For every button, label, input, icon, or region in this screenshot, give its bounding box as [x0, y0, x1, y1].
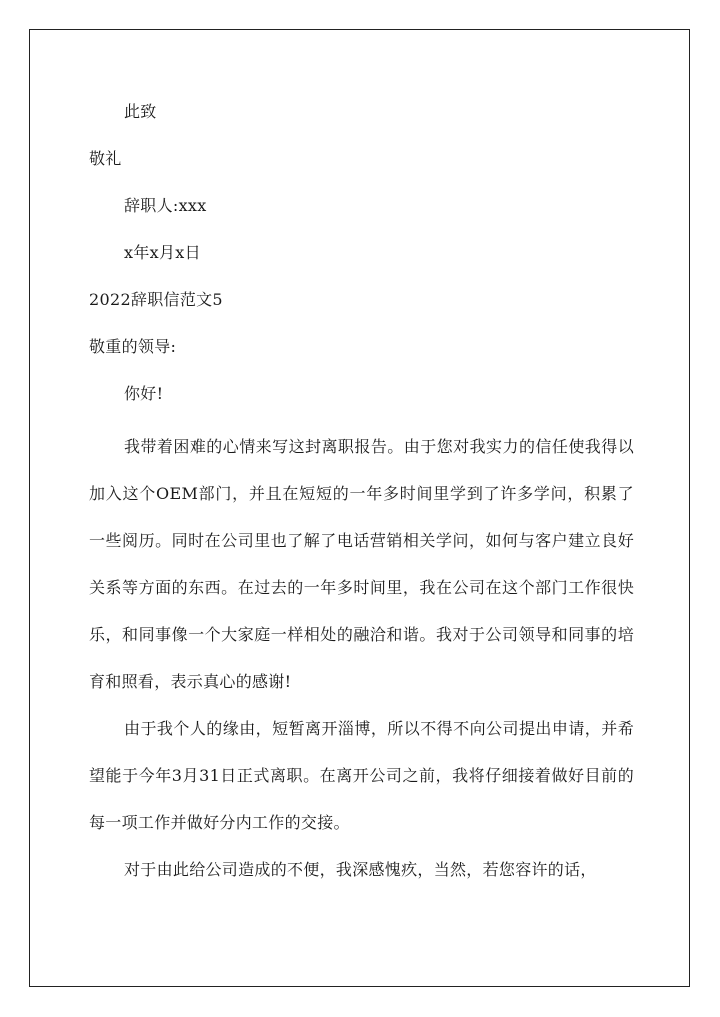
paragraph-2: 由于我个人的缘由，短暂离开淄博，所以不得不向公司提出申请，并希望能于今年3月31日正式离职。在离开公司之前，我将仔细接着做好目前的每一项工作并做好分内工作的交接。: [89, 719, 634, 832]
signer-line: 辞职人:xxx: [124, 196, 207, 215]
salutation: 敬重的领导:: [89, 337, 177, 356]
paragraph-3: 对于由此给公司造成的不便，我深感愧疚，当然，若您容许的话，: [124, 860, 597, 879]
date-line: x年x月x日: [124, 243, 201, 262]
closing-line-2: 敬礼: [89, 149, 122, 168]
paragraph-1: 我带着困难的心情来写这封离职报告。由于您对我实力的信任使我得以加入这个OEM部门，并且在短短的一年多时间里学到了许多学问，积累了一些阅历。同时在公司里也了解了电话营销相关学问，如何与客户建立良好关系等方面的东西。在过去的一年多时间里，我在公司在这个部门工作很快乐，和同事像一个大家庭一样相处的融洽和谐。我对于公司领导和同事的培育和照看，表示真心的感谢!: [89, 437, 634, 691]
closing-line-1: 此致: [124, 102, 157, 121]
greeting: 你好!: [124, 384, 164, 403]
document-body: [89, 94, 634, 893]
document-page: [29, 29, 690, 987]
section-title: 2022辞职信范文5: [89, 290, 223, 309]
